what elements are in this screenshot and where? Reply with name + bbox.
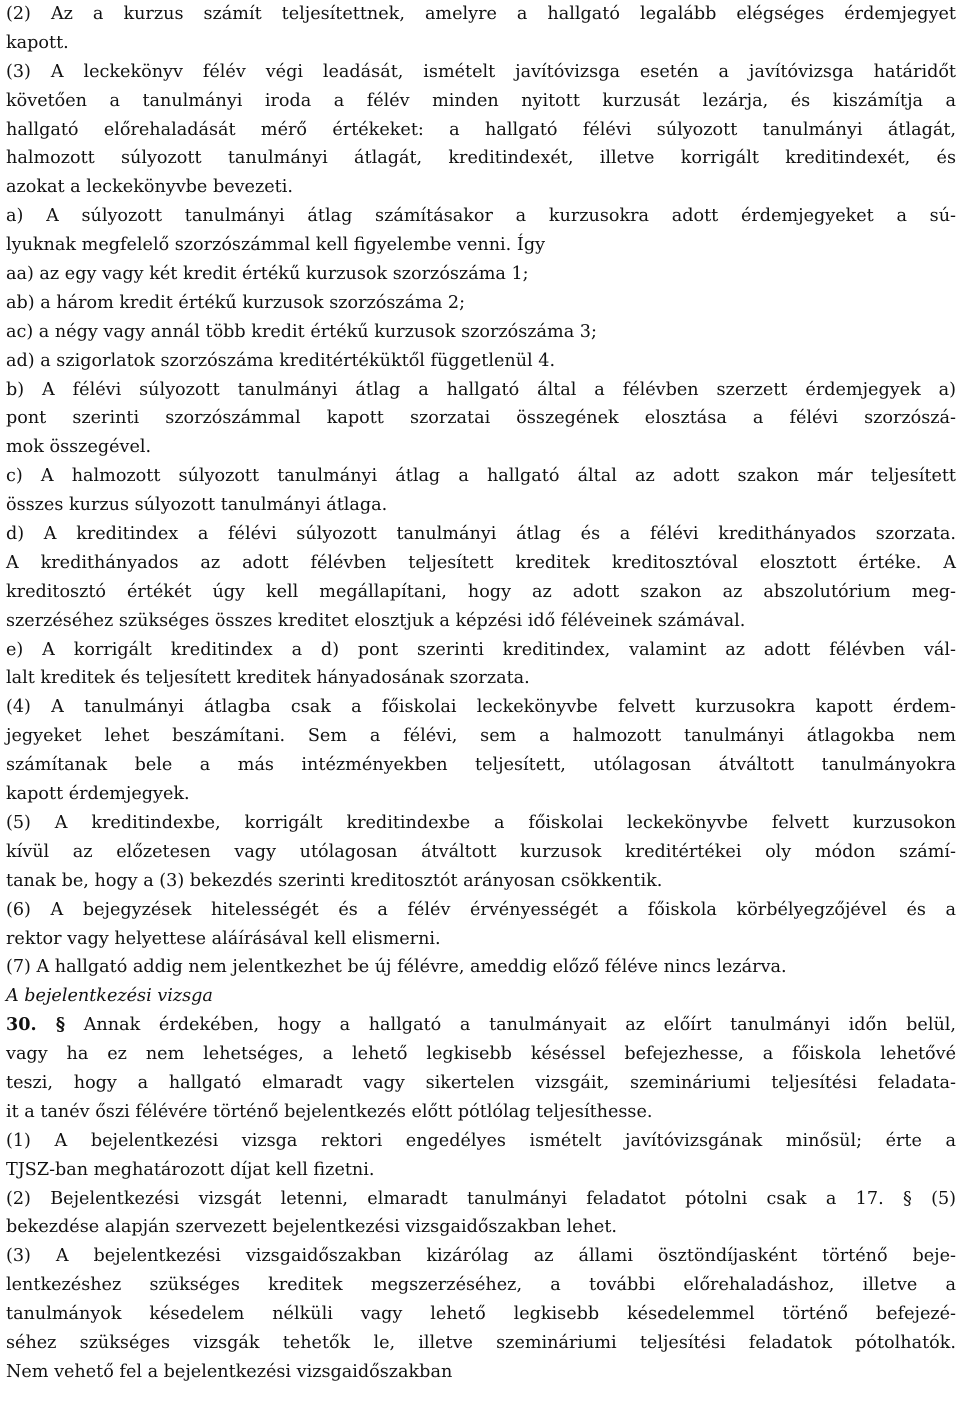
text-line: kívül az előzetesen vagy utólagosan átváltott kurzusok kreditértékei oly módon számí-	[6, 841, 956, 862]
text-line: d) A kreditindex a félévi súlyozott tanulmányi átlag és a félévi kredithányados szorzata.	[6, 524, 956, 545]
text-line: aa) az egy vagy két kredit értékű kurzusok szorzószáma 1;	[6, 264, 529, 285]
text-line: (4) A tanulmányi átlagba csak a főiskolai leckekönyvbe felvett kurzusokra kapott érdem-	[6, 697, 956, 718]
section-first-line-text: Annak érdekében, hogy a hallgató a tanulmányait az előírt tanulmányi időn belül,	[83, 1015, 957, 1036]
text-line: (6) A bejegyzések hitelességét és a félév érvényességét a főiskola körbélyegzőjével és a	[6, 899, 956, 920]
text-line: számítanak bele a más intézményekben teljesített, utólagosan átváltott tanulmányokra	[6, 755, 956, 776]
section-number: 30. §	[6, 1014, 66, 1036]
text-line: pont szerinti szorzószámmal kapott szorzatai összegének elosztása a félévi szorzószá-	[6, 408, 956, 429]
text-line: követően a tanulmányi iroda a félév minden nyitott kurzusát lezárja, és kiszámítja a	[6, 90, 956, 111]
text-line: (2) Bejelentkezési vizsgát letenni, elmaradt tanulmányi feladatot pótolni csak a 17. § (5)	[6, 1188, 956, 1209]
text-line: tanulmányok késedelem nélküli vagy lehető legkisebb késedelemmel történő befejezé-	[6, 1304, 956, 1325]
text-line: lyuknak megfelelő szorzószámmal kell figyelembe venni. Így	[6, 235, 546, 256]
text-line: b) A félévi súlyozott tanulmányi átlag a hallgató által a félévben szerzett érdemjegyek a)	[6, 379, 956, 400]
text-line: teszi, hogy a hallgató elmaradt vagy sikertelen vizsgáit, szemináriumi teljesítési feladata-	[6, 1072, 956, 1093]
text-line: vagy ha ez nem lehetséges, a lehető legkisebb késéssel befejezhesse, a főiskola lehetővé	[6, 1044, 956, 1065]
text-line: kreditosztó értékét úgy kell megállapítani, hogy az adott szakon az abszolutórium meg-	[6, 581, 956, 602]
text-line: (2) Az a kurzus számít teljesítettnek, amelyre a hallgató legalább elégséges érdemjegyet	[6, 4, 956, 24]
text-line: ad) a szigorlatok szorzószáma kreditértéküktől függetlenül 4.	[6, 350, 556, 371]
text-line: jegyeket lehet beszámítani. Sem a félévi, sem a halmozott tanulmányi átlagokba nem	[6, 726, 956, 747]
text-line: A kredithányados az adott félévben teljesített kreditek kreditosztóval elosztott értéke. A	[6, 552, 956, 573]
text-line: ac) a négy vagy annál több kredit értékű kurzusok szorzószáma 3;	[6, 321, 597, 342]
text-line: Nem vehető fel a bejelentkezési vizsgaidőszakban	[6, 1361, 453, 1382]
text-line: (5) A kreditindexbe, korrigált kreditindexbe a főiskolai leckekönyvbe felvett kurzusokon	[6, 812, 956, 833]
text-line: séhez szükséges vizsgák tehetők le, illetve szemináriumi teljesítési feladatok pótolhatók.	[6, 1332, 956, 1353]
text-line: (7) A hallgató addig nem jelentkezhet be új félévre, ameddig előző féléve nincs lezárva.	[6, 957, 787, 978]
text-line: (1) A bejelentkezési vizsga rektori engedélyes ismételt javítóvizsgának minősül; érte a	[6, 1130, 956, 1151]
text-line: (3) A leckekönyv félév végi leadását, ismételt javítóvizsga esetén a javítóvizsga határidőt	[6, 61, 956, 82]
text-line: c) A halmozott súlyozott tanulmányi átlag a hallgató által az adott szakon már teljesített	[6, 466, 956, 487]
text-line: mok összegével.	[6, 437, 152, 458]
document-page	[6, 0, 956, 1387]
text-line: hallgató előrehaladását mérő értékeket: a hallgató félévi súlyozott tanulmányi átlagát,	[6, 119, 956, 140]
text-line: halmozott súlyozott tanulmányi átlagát, kreditindexét, illetve korrigált kreditindexét, és	[6, 148, 956, 169]
text-line: lentkezéshez szükséges kreditek megszerzéséhez, a további előrehaladáshoz, illetve a	[6, 1275, 956, 1296]
text-line: ab) a három kredit értékű kurzusok szorzószáma 2;	[6, 292, 466, 313]
text-line: szerzéséhez szükséges összes kreditet elosztjuk a képzési idő féléveinek számával.	[6, 610, 746, 631]
section-heading: A bejelentkezési vizsga	[6, 986, 213, 1007]
text-line: összes kurzus súlyozott tanulmányi átlaga.	[6, 495, 388, 516]
text-line: tanak be, hogy a (3) bekezdés szerinti kreditosztót arányosan csökkentik.	[6, 870, 663, 891]
text-line: e) A korrigált kreditindex a d) pont szerinti kreditindex, valamint az adott félévben vál-	[6, 639, 956, 660]
text-line: lalt kreditek és teljesített kreditek hányadosának szorzata.	[6, 668, 530, 689]
text-line: (3) A bejelentkezési vizsgaidőszakban kizárólag az állami ösztöndíjasként történő beje-	[6, 1246, 956, 1267]
text-line: TJSZ-ban meghatározott díjat kell fizetni.	[6, 1159, 375, 1180]
text-line: it a tanév őszi félévére történő bejelentkezés előtt pótlólag teljesíthesse.	[6, 1101, 653, 1122]
text-line: a) A súlyozott tanulmányi átlag számításakor a kurzusokra adott érdemjegyeket a sú-	[6, 206, 956, 227]
section-first-line	[6, 1011, 956, 1040]
text-line: kapott érdemjegyek.	[6, 784, 190, 805]
text-line: kapott.	[6, 32, 69, 53]
text-line: azokat a leckekönyvbe bevezeti.	[6, 177, 293, 198]
text-line: bekezdése alapján szervezett bejelentkezési vizsgaidőszakban lehet.	[6, 1217, 617, 1238]
text-line: rektor vagy helyettese aláírásával kell elismerni.	[6, 928, 441, 949]
